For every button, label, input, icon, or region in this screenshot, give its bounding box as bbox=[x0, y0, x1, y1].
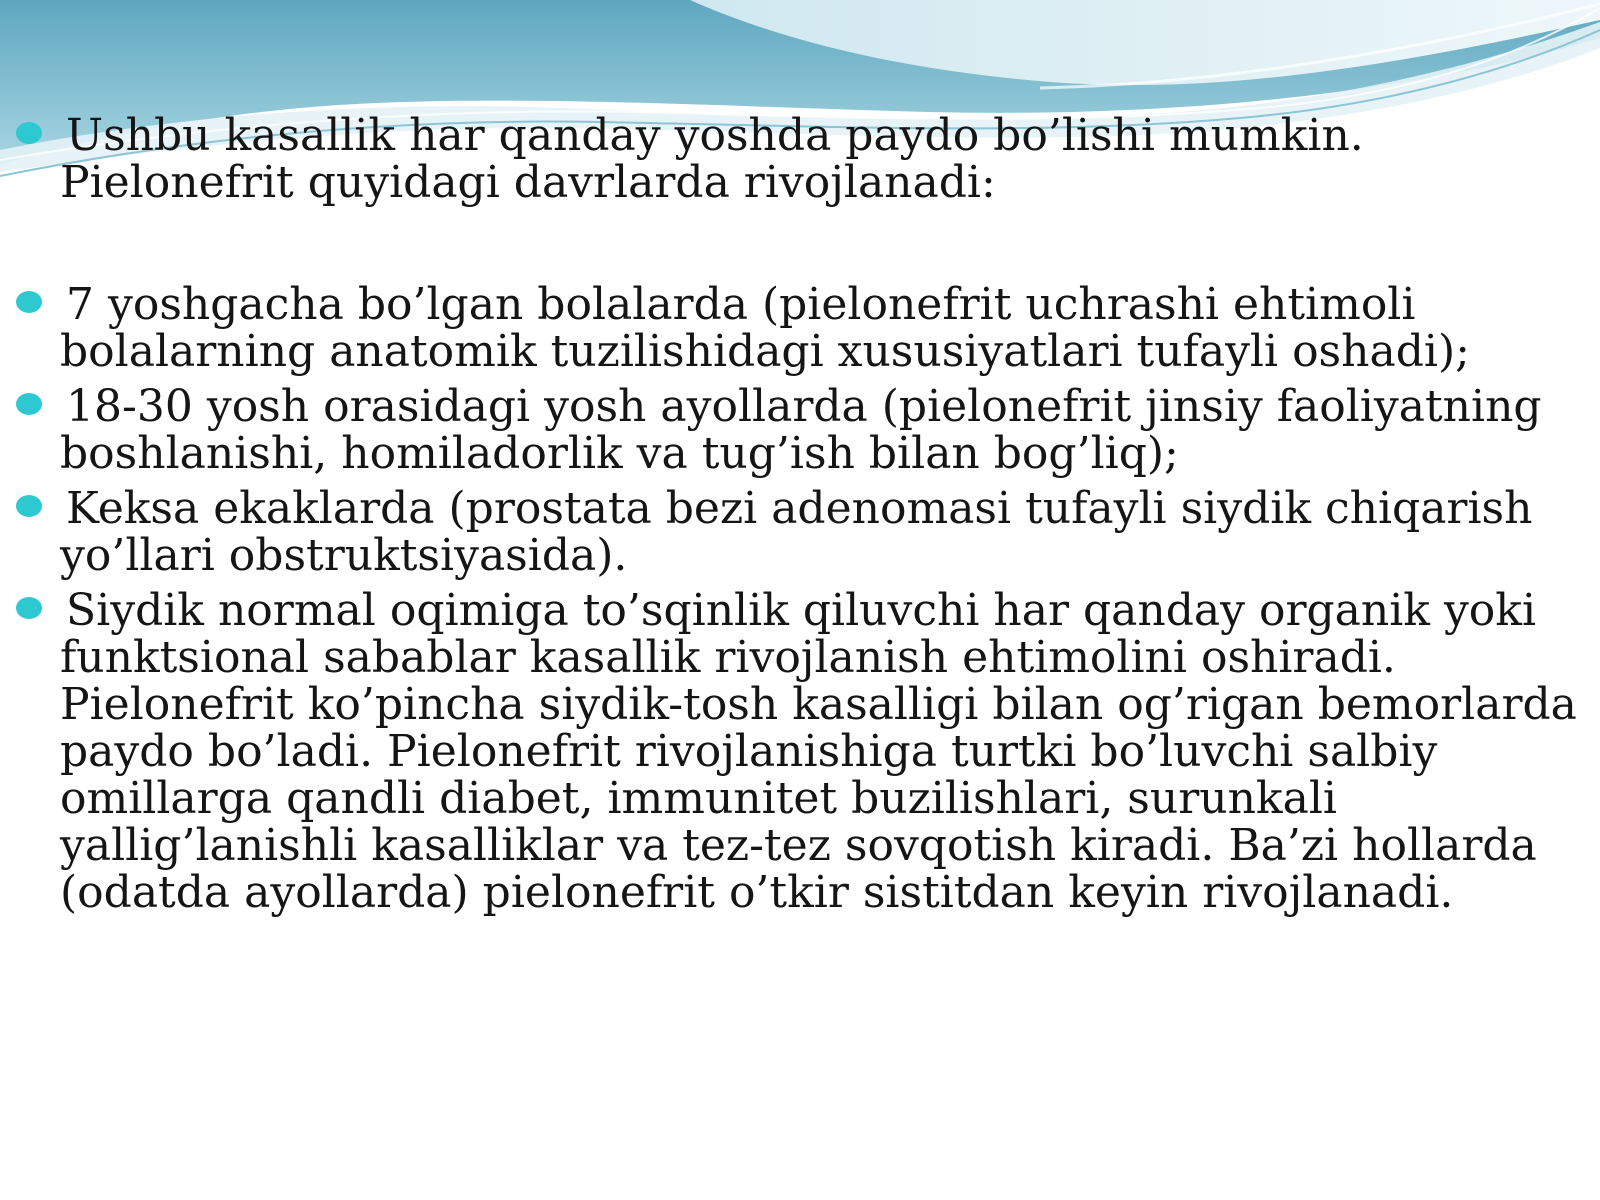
bullet-item-1 bbox=[0, 112, 1600, 206]
bullet-item-4 bbox=[0, 485, 1600, 579]
bullet-text: 18-30 yosh orasidagi yosh ayollarda (pielonefrit jinsiy faoliyatning boshlanishi, homiladorlik va tug’ish bilan bog’liq); bbox=[60, 381, 1542, 479]
bullet-dot-icon bbox=[16, 291, 42, 313]
bullet-list bbox=[0, 112, 1600, 916]
bullet-text: Ushbu kasallik har qanday yoshda paydo bo’lishi mumkin. Pielonefrit quyidagi davrlarda rivojlanadi: bbox=[60, 110, 1364, 208]
bullet-text: Keksa ekaklarda (prostata bezi adenomasi tufayli siydik chiqarish yo’llari obstruktsiyasida). bbox=[60, 483, 1533, 581]
bullet-dot-icon bbox=[16, 393, 42, 415]
bullet-text: 7 yoshgacha bo’lgan bolalarda (pielonefrit uchrashi ehtimoli bolalarning anatomik tuzilishidagi xususiyatlari tufayli oshadi); bbox=[60, 279, 1470, 377]
bullet-text: Siydik normal oqimiga to’sqinlik qiluvchi har qanday organik yoki funktsional sabablar kasallik rivojlanish ehtimolini oshiradi. Pielonefrit ko’pincha siydik-tosh kasalligi bilan og’rigan bemorlarda paydo bo’ladi. Pielonefrit rivojlanishiga turtki bo’luvchi salbiy omillarga qandli diabet, immunitet buzilishlari, surunkali yallig’lanishli kasalliklar va tez-tez sovqotish kiradi. Ba’zi hollarda (odatda ayollarda) pielonefrit o’tkir sistitdan keyin rivojlanadi. bbox=[60, 585, 1577, 918]
bullet-item-5 bbox=[0, 587, 1600, 916]
bullet-dot-icon bbox=[16, 597, 42, 619]
bullet-dot-icon bbox=[16, 122, 42, 144]
bullet-item-3 bbox=[0, 383, 1600, 477]
bullet-item-2 bbox=[0, 281, 1600, 375]
bullet-dot-icon bbox=[16, 495, 42, 517]
